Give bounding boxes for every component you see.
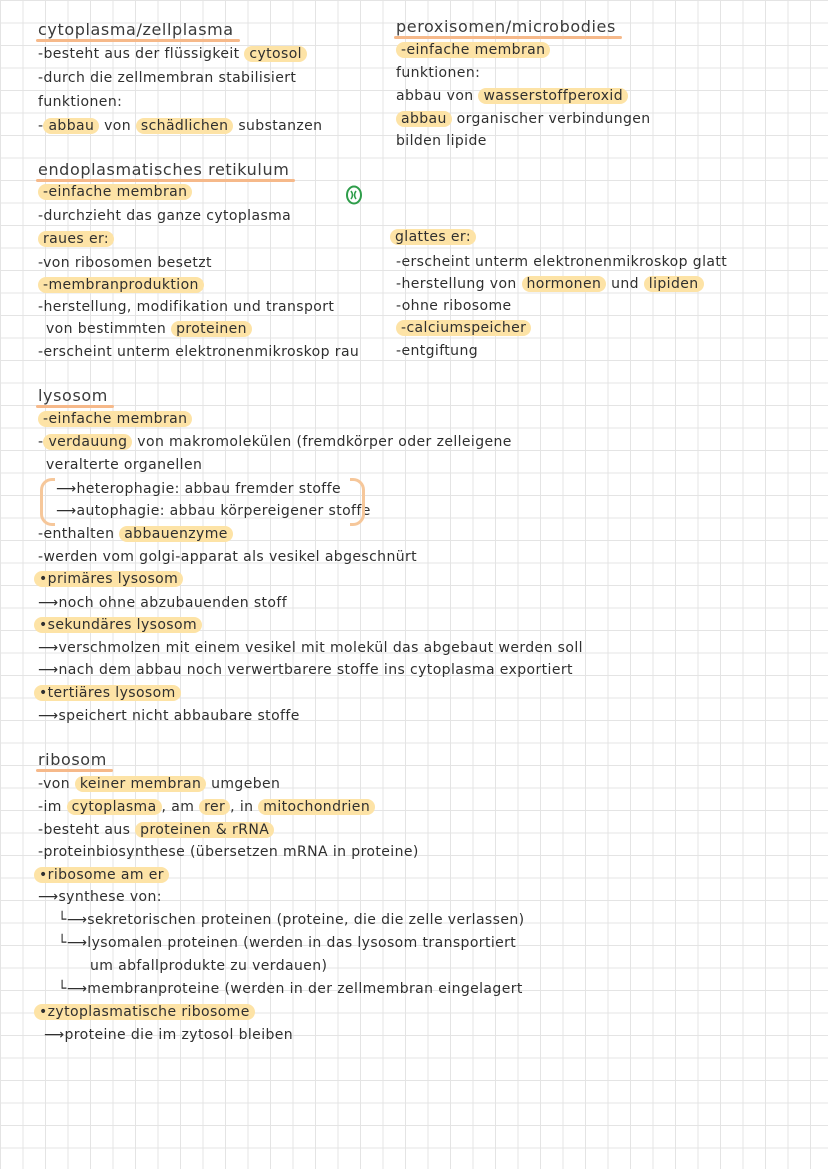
note-line: -einfache membran xyxy=(38,410,192,428)
note-line: -von ribosomen besetzt xyxy=(38,255,212,271)
note-line: - verdauung von makromolekülen (fremdkörper oder zelleigene xyxy=(38,434,512,450)
note-line: -einfache membran xyxy=(38,183,192,201)
note-line: -werden vom golgi-apparat als vesikel abgeschnürt xyxy=(38,549,418,565)
note-line: von bestimmten proteinen xyxy=(46,320,252,338)
note-line: veralterte organellen xyxy=(46,457,203,473)
note-line: glattes er: xyxy=(390,228,476,246)
note-line: - abbau von schädlichen substanzen xyxy=(38,118,323,134)
cell-doodle-icon xyxy=(344,185,364,205)
note-line: -ohne ribosome xyxy=(396,298,512,314)
note-line: ⟶synthese von: xyxy=(38,889,162,905)
note-line: -von keiner membran umgeben xyxy=(38,776,281,792)
note-line: abbau organischer verbindungen xyxy=(396,110,651,128)
note-line: ⟶speichert nicht abbaubare stoffe xyxy=(38,708,300,724)
note-line: └⟶lysomalen proteinen (werden in das lysosom transportiert xyxy=(58,935,517,951)
note-line: ⟶nach dem abbau noch verwertbarere stoffe ins cytoplasma exportiert xyxy=(38,662,573,678)
note-line: •tertiäres lysosom xyxy=(34,684,181,702)
note-line: -im cytoplasma , am rer , in mitochondrien xyxy=(38,798,375,816)
note-line: ⟶proteine die im zytosol bleiben xyxy=(44,1027,294,1043)
note-line: -herstellung, modifikation und transport xyxy=(38,299,335,315)
heading-cytoplasma: cytoplasma/zellplasma xyxy=(38,20,234,39)
note-line: ⟶verschmolzen mit einem vesikel mit molekül das abgebaut werden soll xyxy=(38,640,583,656)
note-line: •zytoplasmatische ribosome xyxy=(34,1003,255,1021)
note-line: •ribosome am er xyxy=(34,866,169,884)
note-line: •primäres lysosom xyxy=(34,570,183,588)
bracket-left xyxy=(40,478,55,526)
note-line: -durch die zellmembran stabilisiert xyxy=(38,70,297,86)
note-line: um abfallprodukte zu verdauen) xyxy=(90,958,328,974)
note-line: -herstellung von hormonen und lipiden xyxy=(396,275,704,293)
heading-ribosom: ribosom xyxy=(38,750,107,769)
note-line: -enthalten abbauenzyme xyxy=(38,525,233,543)
note-line: └⟶sekretorischen proteinen (proteine, die die zelle verlassen) xyxy=(58,912,525,928)
heading-er: endoplasmatisches retikulum xyxy=(38,160,290,179)
note-line: ⟶heterophagie: abbau fremder stoffe xyxy=(56,481,341,497)
note-line: -erscheint unterm elektronenmikroskop rau xyxy=(38,344,360,360)
note-line: ⟶noch ohne abzubauenden stoff xyxy=(38,595,288,611)
note-line: abbau von wasserstoffperoxid xyxy=(396,87,628,105)
note-line: ⟶autophagie: abbau körpereigener stoffe xyxy=(56,503,371,519)
heading-peroxisomen: peroxisomen/microbodies xyxy=(396,17,616,36)
note-line: -entgiftung xyxy=(396,343,479,359)
note-line: funktionen: xyxy=(396,65,481,81)
note-line: raues er: xyxy=(38,230,114,248)
note-line: bilden lipide xyxy=(396,133,487,149)
bracket-right xyxy=(350,478,365,526)
note-line: -erscheint unterm elektronenmikroskop glatt xyxy=(396,254,728,270)
note-line: -membranproduktion xyxy=(38,276,204,294)
note-line: -besteht aus der flüssigkeit cytosol xyxy=(38,45,307,63)
note-line: -durchzieht das ganze cytoplasma xyxy=(38,208,292,224)
heading-lysosom: lysosom xyxy=(38,386,108,405)
note-line: funktionen: xyxy=(38,94,123,110)
note-line: -proteinbiosynthese (übersetzen mRNA in proteine) xyxy=(38,844,419,860)
note-line: -besteht aus proteinen & rRNA xyxy=(38,821,274,839)
note-line: •sekundäres lysosom xyxy=(34,616,202,634)
note-line: -einfache membran xyxy=(396,41,550,59)
note-line: -calciumspeicher xyxy=(396,319,531,337)
note-line: └⟶membranproteine (werden in der zellmembran eingelagert xyxy=(58,981,523,997)
